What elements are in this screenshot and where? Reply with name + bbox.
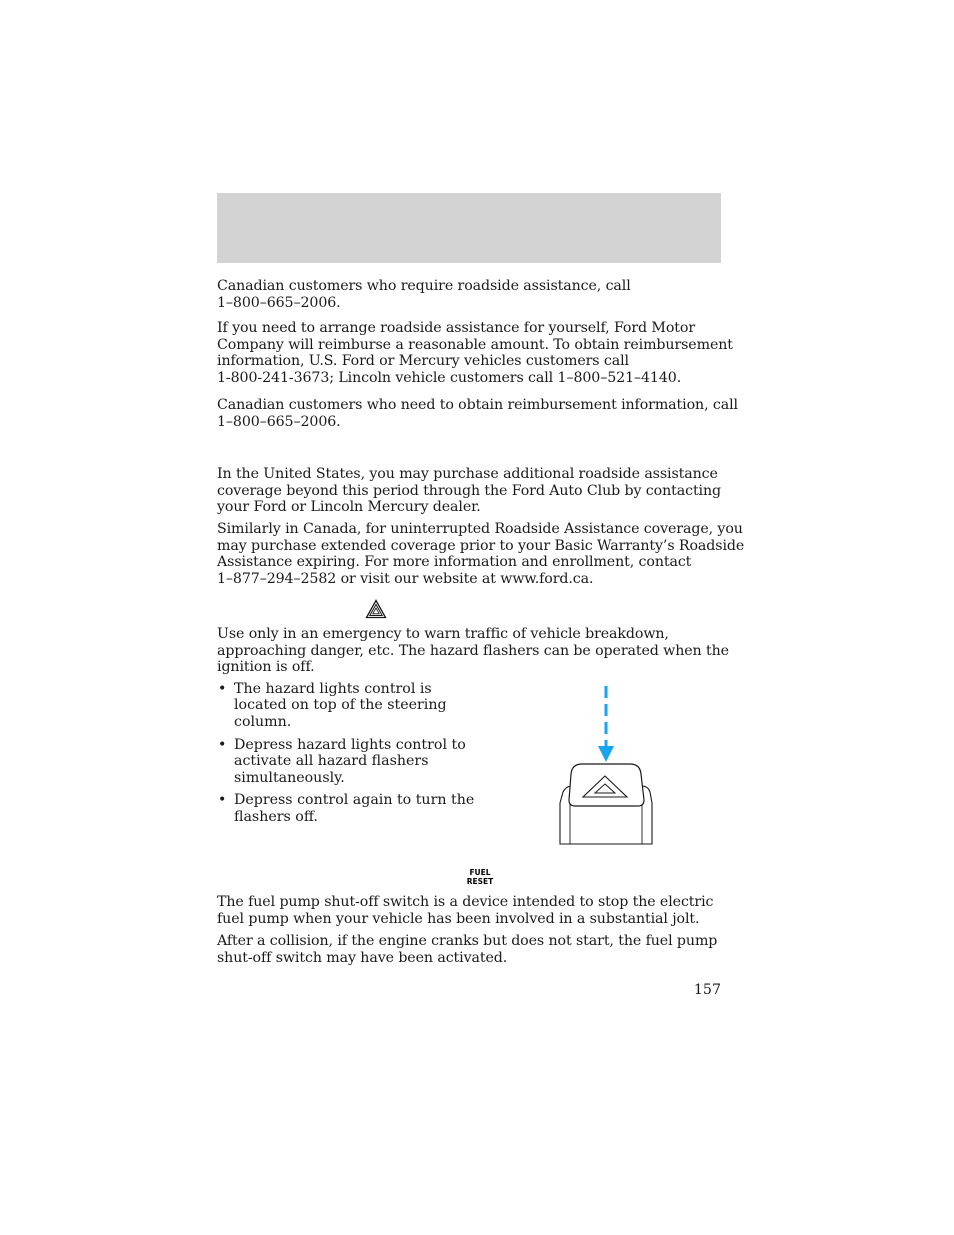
text-line: coverage beyond this period through the Ford Auto Club by contacting <box>217 482 721 499</box>
paragraph-hazard-intro <box>217 626 727 676</box>
hazard-bullet-list <box>217 681 487 832</box>
text-line: • The hazard lights control is <box>234 681 432 697</box>
list-item <box>217 792 487 825</box>
text-line: In the United States, you may purchase additional roadside assistance <box>217 466 718 482</box>
page-number: 157 <box>693 982 721 998</box>
fuel-reset-icon-label: FUEL <box>469 868 491 877</box>
paragraph-canada-roadside <box>217 278 727 311</box>
text-line: The fuel pump shut-off switch is a device intended to stop the electric <box>217 894 714 910</box>
text-line: ignition is off. <box>217 659 315 676</box>
text-line: After a collision, if the engine cranks but does not start, the fuel pump <box>217 933 718 949</box>
text-line: activate all hazard flashers <box>234 753 429 770</box>
text-line: 1–800–665–2006. <box>217 413 341 430</box>
hazard-switch-illustration <box>552 680 662 850</box>
text-line: Assistance expiring. For more information and enrollment, contact <box>217 554 692 571</box>
list-item <box>217 681 487 730</box>
text-line: flashers off. <box>234 808 318 825</box>
paragraph-collision <box>217 933 727 966</box>
paragraph-canada-coverage <box>217 521 745 587</box>
section-header-band <box>217 193 721 263</box>
paragraph-reimbursement <box>217 320 733 386</box>
hazard-triangle-icon <box>365 599 387 619</box>
text-line: • Depress control again to turn the <box>234 792 475 809</box>
text-line: 1-800-241-3673; Lincoln vehicle customers call 1–800–521–4140. <box>217 369 682 386</box>
text-line: Use only in an emergency to warn traffic of vehicle breakdown, <box>217 626 669 642</box>
text-line: shut-off switch may have been activated. <box>217 949 508 966</box>
text-line: your Ford or Lincoln Mercury dealer. <box>217 499 481 516</box>
paragraph-fuel-pump <box>217 894 727 927</box>
text-line: Company will reimburse a reasonable amount. To obtain reimbursement <box>217 336 733 353</box>
text-line: approaching danger, etc. The hazard flashers can be operated when the <box>217 642 729 659</box>
paragraph-us-coverage <box>217 466 727 516</box>
text-line: • Depress hazard lights control to <box>234 736 466 753</box>
arrow-head <box>598 746 614 762</box>
text-line: Canadian customers who require roadside assistance, call <box>217 278 631 294</box>
fuel-reset-icon <box>463 869 497 886</box>
text-line: fuel pump when your vehicle has been involved in a substantial jolt. <box>217 910 700 927</box>
text-line: 1–877–294–2582 or visit our website at www.ford.ca. <box>217 570 594 587</box>
fuel-reset-icon-label: RESET <box>466 876 494 886</box>
text-line: Similarly in Canada, for uninterrupted Roadside Assistance coverage, you <box>217 521 743 537</box>
list-item <box>217 737 487 786</box>
paragraph-canada-reimbursement <box>217 397 738 430</box>
text-line: located on top of the steering <box>234 697 447 714</box>
text-line: simultaneously. <box>234 769 345 786</box>
text-line: column. <box>234 713 292 730</box>
text-line: 1–800–665–2006. <box>217 294 341 311</box>
text-line: Canadian customers who need to obtain reimbursement information, call <box>217 397 738 413</box>
text-line: may purchase extended coverage prior to your Basic Warranty’s Roadside <box>217 537 745 554</box>
text-line: information, U.S. Ford or Mercury vehicles customers call <box>217 353 629 370</box>
text-line: If you need to arrange roadside assistance for yourself, Ford Motor <box>217 320 696 336</box>
